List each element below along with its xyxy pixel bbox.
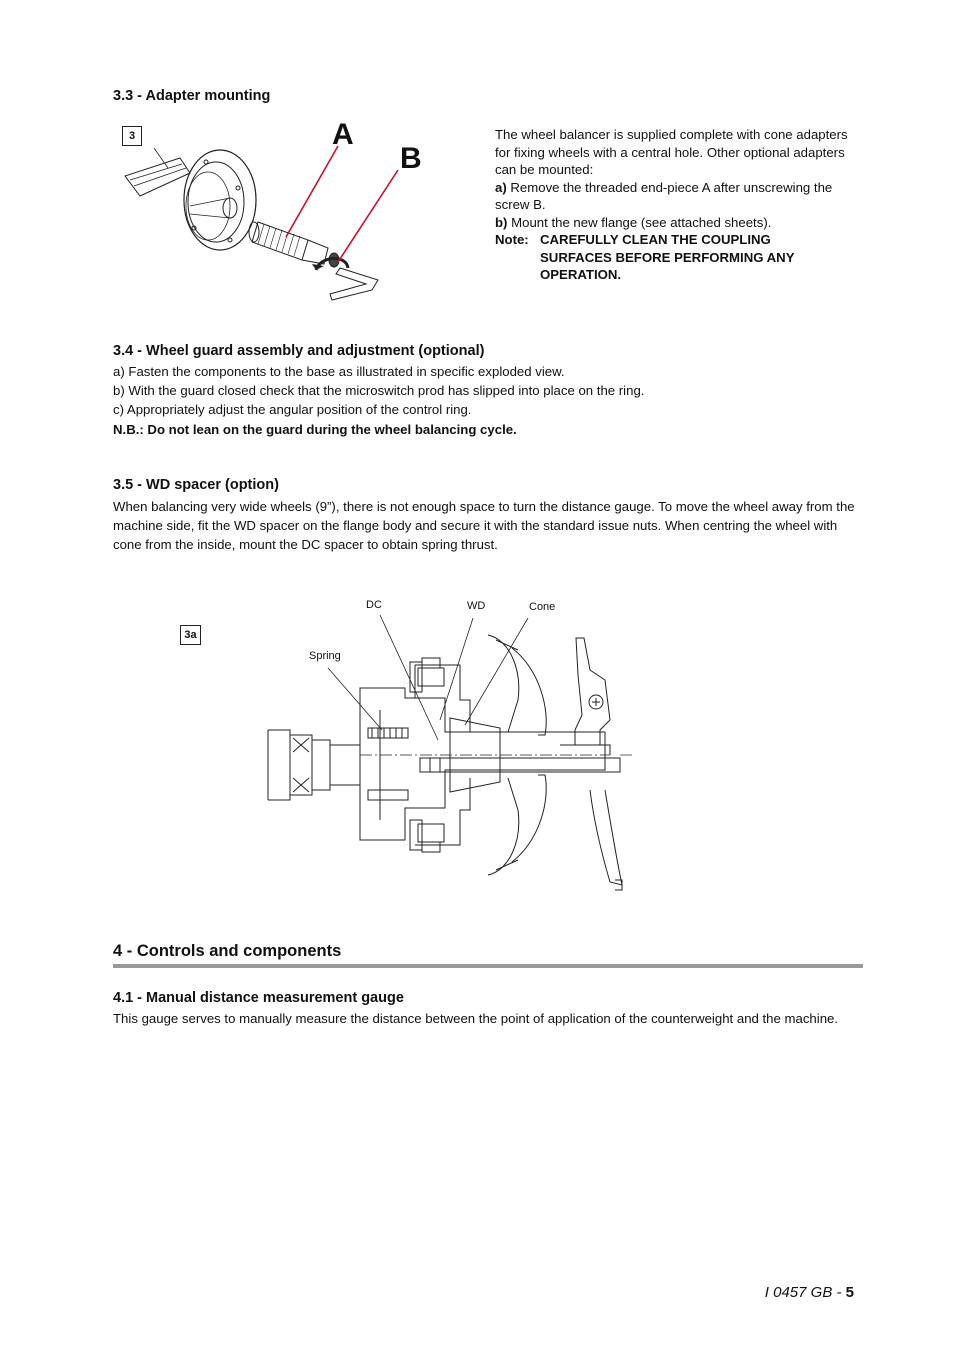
wheel-guard-step-c: c) Appropriately adjust the angular position of the control ring. <box>113 402 472 417</box>
label-spring: Spring <box>309 650 341 662</box>
note-block <box>495 231 855 284</box>
wd-spacer-cross-section <box>260 610 640 905</box>
page-footer <box>765 1284 854 1301</box>
section-4-divider <box>113 964 863 968</box>
wheel-guard-step-b: b) With the guard closed check that the microswitch prod has slipped into place on the ring. <box>113 383 645 398</box>
label-b: B <box>400 142 422 175</box>
section-4-1-title: 4.1 - Manual distance measurement gauge <box>113 990 404 1006</box>
figure-3a-label: 3a <box>180 625 201 645</box>
section-4-title: 4 - Controls and components <box>113 942 342 960</box>
note-text: CAREFULLY CLEAN THE COUPLING SURFACES BEFORE PERFORMING ANY OPERATION. <box>540 232 795 282</box>
step-a <box>495 179 855 214</box>
note-label: Note: <box>495 232 529 247</box>
step-a-text: Remove the threaded end-piece A after unscrewing the screw B. <box>495 179 833 212</box>
step-a-prefix: a) <box>495 179 507 195</box>
adapter-mounting-figure <box>120 118 420 318</box>
wd-spacer-text: When balancing very wide wheels (9”), there is not enough space to turn the distance gauge. To move the wheel away from the machine side, fit the WD spacer on the flange body and secure it with the standard issue nuts. When centring the wheel with cone from the inside, mount the DC spacer to obtain spring thrust. <box>113 499 855 552</box>
gauge-description: This gauge serves to manually measure the distance between the point of application of the counterweight and the machine. <box>113 1011 839 1026</box>
label-a: A <box>332 118 354 151</box>
label-cone: Cone <box>529 601 556 613</box>
section-3-3-title: 3.3 - Adapter mounting <box>113 88 271 104</box>
figure-3-label: 3 <box>122 126 142 146</box>
page-number: 5 <box>845 1284 854 1301</box>
adapter-intro: The wheel balancer is supplied complete with cone adapters for fixing wheels with a central hole. Other optional adapters can be mounted: <box>495 127 848 177</box>
wheel-guard-steps <box>113 362 863 439</box>
step-b-prefix: b) <box>495 214 508 230</box>
section-3-5-title: 3.5 - WD spacer (option) <box>113 477 279 493</box>
wheel-guard-nb: N.B.: Do not lean on the guard during the wheel balancing cycle. <box>113 422 517 437</box>
doc-code: I 0457 GB - <box>764 1284 846 1301</box>
step-b <box>495 214 855 232</box>
label-dc: DC <box>366 599 382 611</box>
adapter-description <box>495 126 855 284</box>
wheel-guard-step-a: a) Fasten the components to the base as illustrated in specific exploded view. <box>113 364 565 379</box>
section-3-4-title: 3.4 - Wheel guard assembly and adjustment (optional) <box>113 343 485 359</box>
label-wd: WD <box>467 600 486 612</box>
step-b-text: Mount the new flange (see attached sheets). <box>511 214 772 230</box>
